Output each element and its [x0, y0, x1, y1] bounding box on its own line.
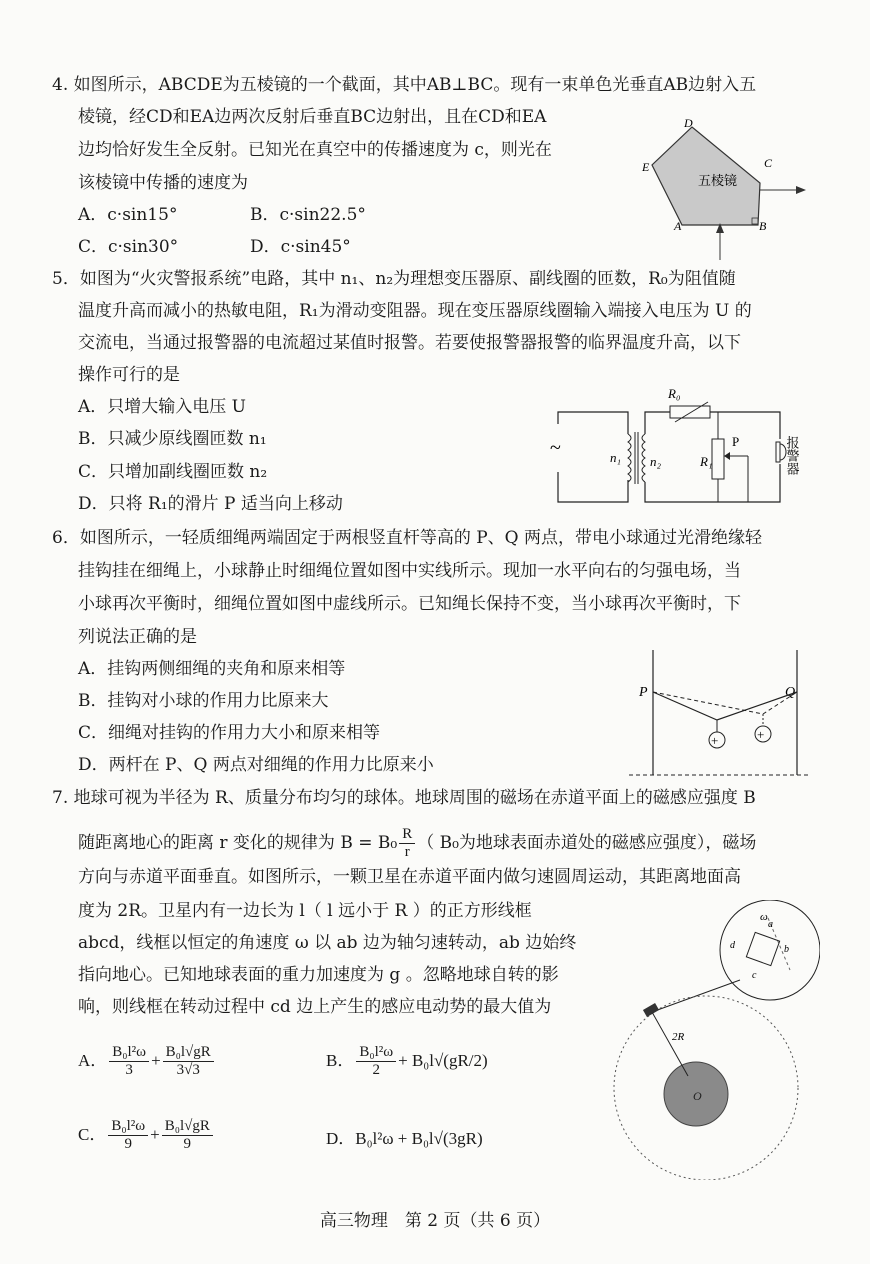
earth-center-label: O	[693, 1089, 702, 1103]
rope-figure	[625, 650, 815, 780]
secondary-coil	[642, 434, 645, 482]
slider-arrow-icon	[724, 452, 730, 460]
satellite-icon	[643, 1003, 659, 1017]
q7-option-c: C． $\frac{\text{B₀l²ω}}{9}$ + $\frac{\text{B₀l√gR}}{9}$	[78, 1118, 215, 1152]
q7-option-d: D．B₀l²ω + B₀l√(3gR)	[326, 1129, 483, 1148]
r0-thermistor	[670, 406, 710, 418]
primary-coil	[628, 434, 631, 482]
rope-dashed	[653, 692, 797, 714]
q5-option-c: C．只增加副线圈匝数 n₂	[78, 462, 268, 482]
q7-line-5: abcd，线框以恒定的角速度 ω 以 ab 边为轴匀速转动，ab 边始终	[78, 933, 577, 953]
q6-option-d: D．两杆在 P、Q 两点对细绳的作用力比原来小	[78, 755, 434, 775]
q6-option-c: C．细绳对挂钩的作用力大小和原来相等	[78, 723, 381, 743]
satellite-figure	[600, 900, 820, 1180]
zoom-circle	[720, 900, 820, 1000]
r0-label: R₀	[668, 386, 681, 401]
q6-line-1: 6．如图所示，一轻质细绳两端固定于两根竖直杆等高的 P、Q 两点，带电小球通过光滑绝缘轻	[52, 528, 762, 548]
svg-text:+: +	[757, 727, 765, 742]
zoom-pointer	[652, 980, 740, 1012]
q5-option-d: D．只将 R₁的滑片 P 适当向上移动	[78, 494, 343, 514]
q7-option-b: B． $\frac{\text{B₀l²ω}}{2}$ + B₀l√(gR/2)	[326, 1044, 488, 1078]
height-label: 2R	[672, 1031, 685, 1043]
svg-text:a: a	[768, 919, 773, 930]
q4-option-a: A．c·sin15°	[78, 205, 178, 225]
exit-arrow-icon	[796, 186, 806, 194]
q7-option-a: A． $\frac{\text{B₀l²ω}}{3}$ + $\frac{\text{B₀l√gR}}{3√3}$	[78, 1044, 216, 1078]
vertex-d: D	[684, 116, 693, 130]
ac-source-icon: ~	[550, 437, 561, 459]
q7-line-2-pre: 随距离地心的距离 r 变化的规律为 B = B₀	[78, 833, 398, 853]
q4-option-d: D．c·sin45°	[250, 237, 351, 257]
point-q-label: Q	[785, 685, 796, 700]
q7-b-fraction	[399, 826, 415, 860]
point-p-label: P	[639, 685, 648, 700]
q6-line-4: 列说法正确的是	[78, 627, 197, 647]
q5-line-3: 交流电，当通过报警器的电流超过某值时报警。若要使报警器报警的临界温度升高，以下	[78, 333, 741, 353]
q7-line-4: 度为 2R。卫星内有一边长为 l（ l 远小于 R ）的正方形线框	[78, 901, 532, 921]
q5-line-1: 5．如图为“火灾警报系统”电路，其中 n₁、n₂为理想变压器原、副线圈的匝数，R₀为阻值随	[52, 269, 736, 289]
svg-text:b: b	[784, 944, 789, 955]
q7-line-2-post: （ B₀为地球表面赤道处的磁感应强度），磁场	[417, 833, 757, 853]
q4-line-1: 4. 如图所示，ABCDE为五棱镜的一个截面，其中AB⊥BC。现有一束单色光垂直AB边射入五	[52, 75, 757, 95]
q4-option-b: B．c·sin22.5°	[250, 205, 366, 225]
svg-text:c: c	[752, 970, 757, 981]
q4-line-2: 棱镜，经CD和EA边两次反射后垂直BC边射出，且在CD和EA	[78, 107, 547, 127]
svg-text:d: d	[730, 940, 735, 951]
svg-text:+: +	[711, 733, 719, 748]
q5-option-a: A．只增大输入电压 U	[78, 397, 247, 417]
q4-line-3: 边均恰好发生全反射。已知光在真空中的传播速度为 c，则光在	[78, 140, 552, 160]
q6-line-2: 挂钩挂在细绳上，小球静止时细绳位置如图中实线所示。现加一水平向右的匀强电场，当	[78, 561, 741, 581]
orbit-height-line	[652, 1012, 688, 1076]
r1-label: R₁	[700, 454, 713, 469]
q6-option-b: B．挂钩对小球的作用力比原来大	[78, 691, 329, 711]
page-footer: 高三物理 第 2 页（共 6 页）	[319, 1211, 551, 1231]
n1-label: n₁	[610, 450, 622, 465]
vertex-c: C	[764, 156, 773, 170]
alarm-label: 报警器	[784, 436, 800, 475]
alarm-circuit-figure	[540, 384, 820, 514]
pentaprism-label: 五棱镜	[698, 173, 738, 188]
q7-line-1: 7. 地球可视为半径为 R、质量分布均匀的球体。地球周围的磁场在赤道平面上的磁感应强度 B	[52, 788, 756, 808]
q7-line-3: 方向与赤道平面垂直。如图所示，一颗卫星在赤道平面内做匀速圆周运动，其距离地面高	[78, 867, 741, 887]
frac-den: r	[404, 843, 410, 860]
q4-option-c: C．c·sin30°	[78, 237, 179, 257]
n2-label: n₂	[650, 454, 662, 469]
slider-p-label: P	[732, 434, 740, 449]
q5-line-2: 温度升高而减小的热敏电阻，R₁为滑动变阻器。现在变压器原线圈输入端接入电压为 U 的	[78, 301, 752, 321]
omega-label: ω	[760, 911, 768, 923]
q4-line-4: 该棱镜中传播的速度为	[78, 173, 248, 193]
vertex-a: A	[674, 219, 682, 233]
r1-rheostat	[712, 439, 724, 479]
q7-line-2	[78, 826, 756, 860]
q6-option-a: A．挂钩两侧细绳的夹角和原来相等	[78, 659, 346, 679]
vertex-b: B	[759, 219, 767, 233]
q5-option-b: B．只减少原线圈匝数 n₁	[78, 429, 267, 449]
q7-line-7: 响，则线框在转动过程中 cd 边上产生的感应电动势的最大值为	[78, 997, 552, 1017]
q6-line-3: 小球再次平衡时，细绳位置如图中虚线所示。已知绳长保持不变，当小球再次平衡时，下	[78, 594, 741, 614]
q7-line-6: 指向地心。已知地球表面的重力加速度为 g 。忽略地球自转的影	[78, 965, 559, 985]
pentaprism-figure	[640, 115, 815, 265]
q5-line-4: 操作可行的是	[78, 365, 180, 385]
vertex-e: E	[642, 160, 650, 174]
frac-num: R	[399, 826, 415, 844]
